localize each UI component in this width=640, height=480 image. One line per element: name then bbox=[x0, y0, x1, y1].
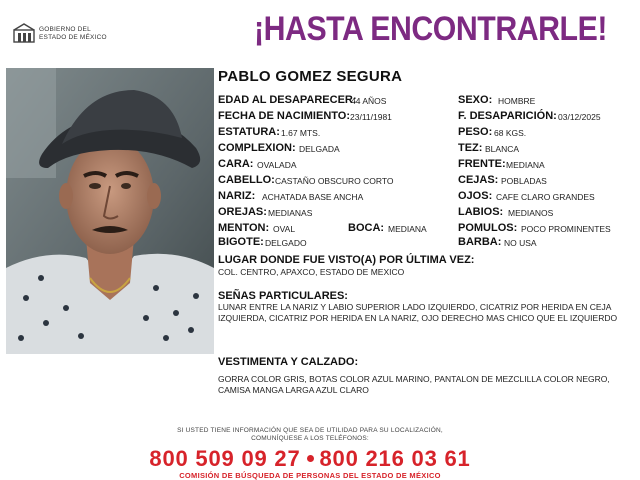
field-bigote bbox=[218, 236, 307, 249]
field-value: DELGADA bbox=[299, 144, 340, 154]
field-label: CABELLO: bbox=[218, 174, 275, 186]
field-value: POCO PROMINENTES bbox=[521, 224, 611, 234]
field-value: CASTAÑO OBSCURO CORTO bbox=[275, 176, 394, 186]
contact-note-line-1: SI USTED TIENE INFORMACIÓN QUE SEA DE UTILIDAD PARA SU LOCALIZACIÓN, bbox=[177, 427, 443, 434]
field-value: POBLADAS bbox=[501, 176, 547, 186]
field-value: MEDIANOS bbox=[508, 208, 554, 218]
distinguishing-marks-label: SEÑAS PARTICULARES: bbox=[218, 290, 348, 302]
field-label: ESTATURA: bbox=[218, 126, 280, 138]
phone-number-1[interactable]: 800 509 09 27 bbox=[149, 446, 301, 471]
field-label: LABIOS: bbox=[458, 206, 504, 218]
phone-number-2[interactable]: 800 216 03 61 bbox=[319, 446, 471, 471]
field-cara bbox=[218, 158, 297, 171]
field-value: ACHATADA BASE ANCHA bbox=[262, 192, 364, 202]
clothing-value: GORRA COLOR GRIS, BOTAS COLOR AZUL MARINO, PANTALON DE MEZCLILLA COLOR NEGRO, CAMISA MANGA LARGA AZUL CLARO bbox=[218, 374, 610, 395]
missing-person-photo bbox=[6, 68, 214, 354]
last-seen-value: COL. CENTRO, APAXCO, ESTADO DE MEXICO bbox=[218, 267, 405, 277]
field-label: FECHA DE NACIMIENTO: bbox=[218, 110, 350, 122]
field-value: 44 AÑOS bbox=[351, 96, 387, 106]
field-value: HOMBRE bbox=[498, 96, 536, 106]
field-cejas bbox=[458, 174, 547, 187]
government-logo bbox=[12, 22, 124, 48]
field-label: BOCA: bbox=[348, 222, 385, 234]
field-orejas bbox=[218, 206, 313, 219]
field-cabello bbox=[218, 174, 394, 187]
distinguishing-marks-value: LUNAR ENTRE LA NARIZ Y LABIO SUPERIOR LADO IZQUIERDO, CICATRIZ POR HERIDA EN CEJA IZQUIERDA, CICATRIZ POR HERIDA EN LA NARIZ, OJO DERECHO MAS CHICO QUE EL IZQUIERDO bbox=[218, 302, 618, 323]
field-menton bbox=[218, 222, 296, 235]
field-value: CAFE CLARO GRANDES bbox=[496, 192, 595, 202]
field-value: 23/11/1981 bbox=[350, 112, 392, 122]
field-label: MENTON: bbox=[218, 222, 270, 234]
field-value: NO USA bbox=[504, 238, 537, 248]
field-label: CARA: bbox=[218, 158, 254, 170]
field-estatura bbox=[218, 126, 321, 139]
field-label: OREJAS: bbox=[218, 206, 267, 218]
state-seal-icon bbox=[12, 22, 36, 44]
field-value: 1.67 MTS. bbox=[281, 128, 321, 138]
logo-line-2: ESTADO DE MÉXICO bbox=[39, 34, 107, 41]
field-label: POMULOS: bbox=[458, 222, 518, 234]
field-peso bbox=[458, 126, 527, 139]
field-edad bbox=[218, 94, 387, 107]
field-label: PESO: bbox=[458, 126, 493, 138]
field-value: MEDIANA bbox=[388, 224, 427, 234]
field-value: MEDIANA bbox=[506, 160, 545, 170]
field-label: F. DESAPARICIÓN: bbox=[458, 110, 557, 122]
field-label: BIGOTE: bbox=[218, 236, 264, 248]
field-value: MEDIANAS bbox=[268, 208, 313, 218]
field-label: CEJAS: bbox=[458, 174, 499, 186]
field-pomulos bbox=[458, 222, 611, 235]
logo-line-1: GOBIERNO DEL bbox=[39, 26, 91, 33]
field-sexo bbox=[458, 94, 536, 107]
field-complexion bbox=[218, 142, 340, 155]
commission-name: COMISIÓN DE BÚSQUEDA DE PERSONAS DEL ESTADO DE MÉXICO bbox=[179, 471, 441, 480]
field-value: DELGADO bbox=[265, 238, 307, 248]
field-tez bbox=[458, 142, 520, 155]
field-ojos bbox=[458, 190, 595, 203]
field-fecha-nacimiento bbox=[218, 110, 392, 123]
field-barba bbox=[458, 236, 537, 249]
last-seen-label: LUGAR DONDE FUE VISTO(A) POR ÚLTIMA VEZ: bbox=[218, 254, 475, 266]
field-value: BLANCA bbox=[485, 144, 520, 154]
phone-numbers bbox=[0, 446, 620, 472]
contact-note-line-2: COMUNÍQUESE A LOS TELÉFONOS: bbox=[251, 435, 369, 442]
field-value: 68 KGS. bbox=[494, 128, 527, 138]
field-labios bbox=[458, 206, 554, 219]
field-nariz bbox=[218, 190, 364, 203]
field-boca bbox=[348, 222, 427, 235]
field-label: BARBA: bbox=[458, 236, 502, 248]
contact-note bbox=[0, 427, 620, 443]
field-label: FRENTE: bbox=[458, 158, 506, 170]
field-frente bbox=[458, 158, 545, 171]
bullet-separator bbox=[307, 455, 314, 462]
field-value: 03/12/2025 bbox=[558, 112, 601, 122]
field-label: COMPLEXION: bbox=[218, 142, 296, 154]
field-value: OVAL bbox=[273, 224, 296, 234]
field-label: SEXO: bbox=[458, 94, 493, 106]
field-label: TEZ: bbox=[458, 142, 483, 154]
field-label: NARIZ: bbox=[218, 190, 256, 202]
field-value: OVALADA bbox=[257, 160, 297, 170]
field-label: EDAD AL DESAPARECER: bbox=[218, 94, 357, 106]
field-label: OJOS: bbox=[458, 190, 493, 202]
headline: ¡HASTA ENCONTRARLE! bbox=[254, 10, 607, 48]
clothing-label: VESTIMENTA Y CALZADO: bbox=[218, 356, 359, 368]
person-name: PABLO GOMEZ SEGURA bbox=[218, 68, 403, 85]
field-fecha-desaparicion bbox=[458, 110, 601, 123]
